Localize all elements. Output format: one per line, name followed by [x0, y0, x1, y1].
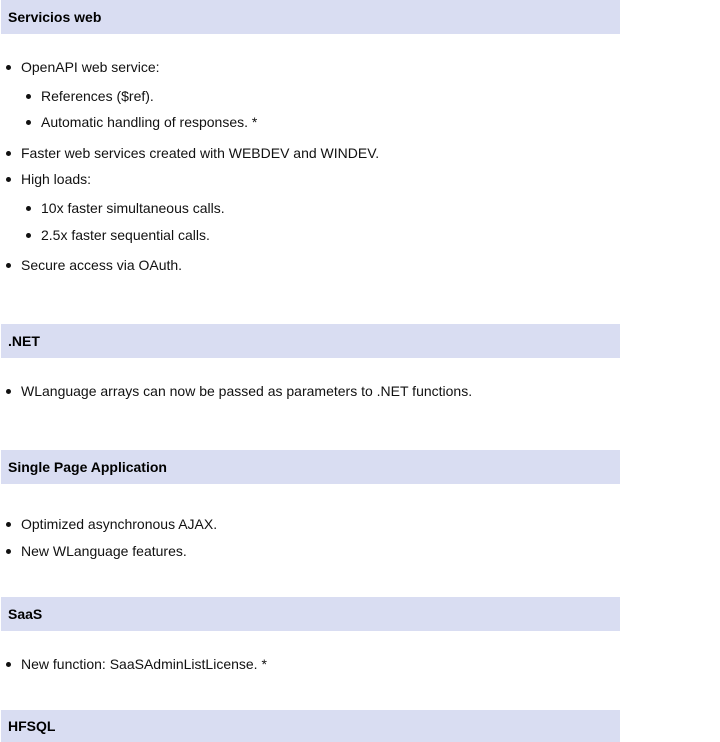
list-item: Optimized asynchronous AJAX. [0, 515, 217, 533]
section-title: .NET [8, 333, 40, 349]
list-item: 2.5x faster sequential calls. [0, 226, 210, 244]
list-item: 10x faster simultaneous calls. [0, 199, 225, 217]
section-title: SaaS [8, 606, 43, 622]
list-item: Secure access via OAuth. [0, 256, 182, 274]
list-item: References ($ref). [0, 87, 154, 105]
section-title: Single Page Application [8, 459, 167, 475]
section-header-saas [1, 597, 620, 631]
list-item: New WLanguage features. [0, 542, 187, 560]
section-title: HFSQL [8, 718, 56, 734]
list-item: WLanguage arrays can now be passed as parameters to .NET functions. [0, 382, 472, 400]
section-header-spa [1, 450, 620, 484]
list-item: Automatic handling of responses. * [0, 113, 257, 131]
section-title: Servicios web [8, 9, 102, 25]
list-item: OpenAPI web service: [0, 58, 160, 76]
section-header-dotnet [1, 324, 620, 358]
section-header-web-services [1, 0, 620, 34]
list-item: High loads: [0, 170, 91, 188]
section-header-hfsql [1, 710, 620, 742]
list-item: New function: SaaSAdminListLicense. * [0, 655, 267, 673]
list-item: Faster web services created with WEBDEV and WINDEV. [0, 144, 379, 162]
